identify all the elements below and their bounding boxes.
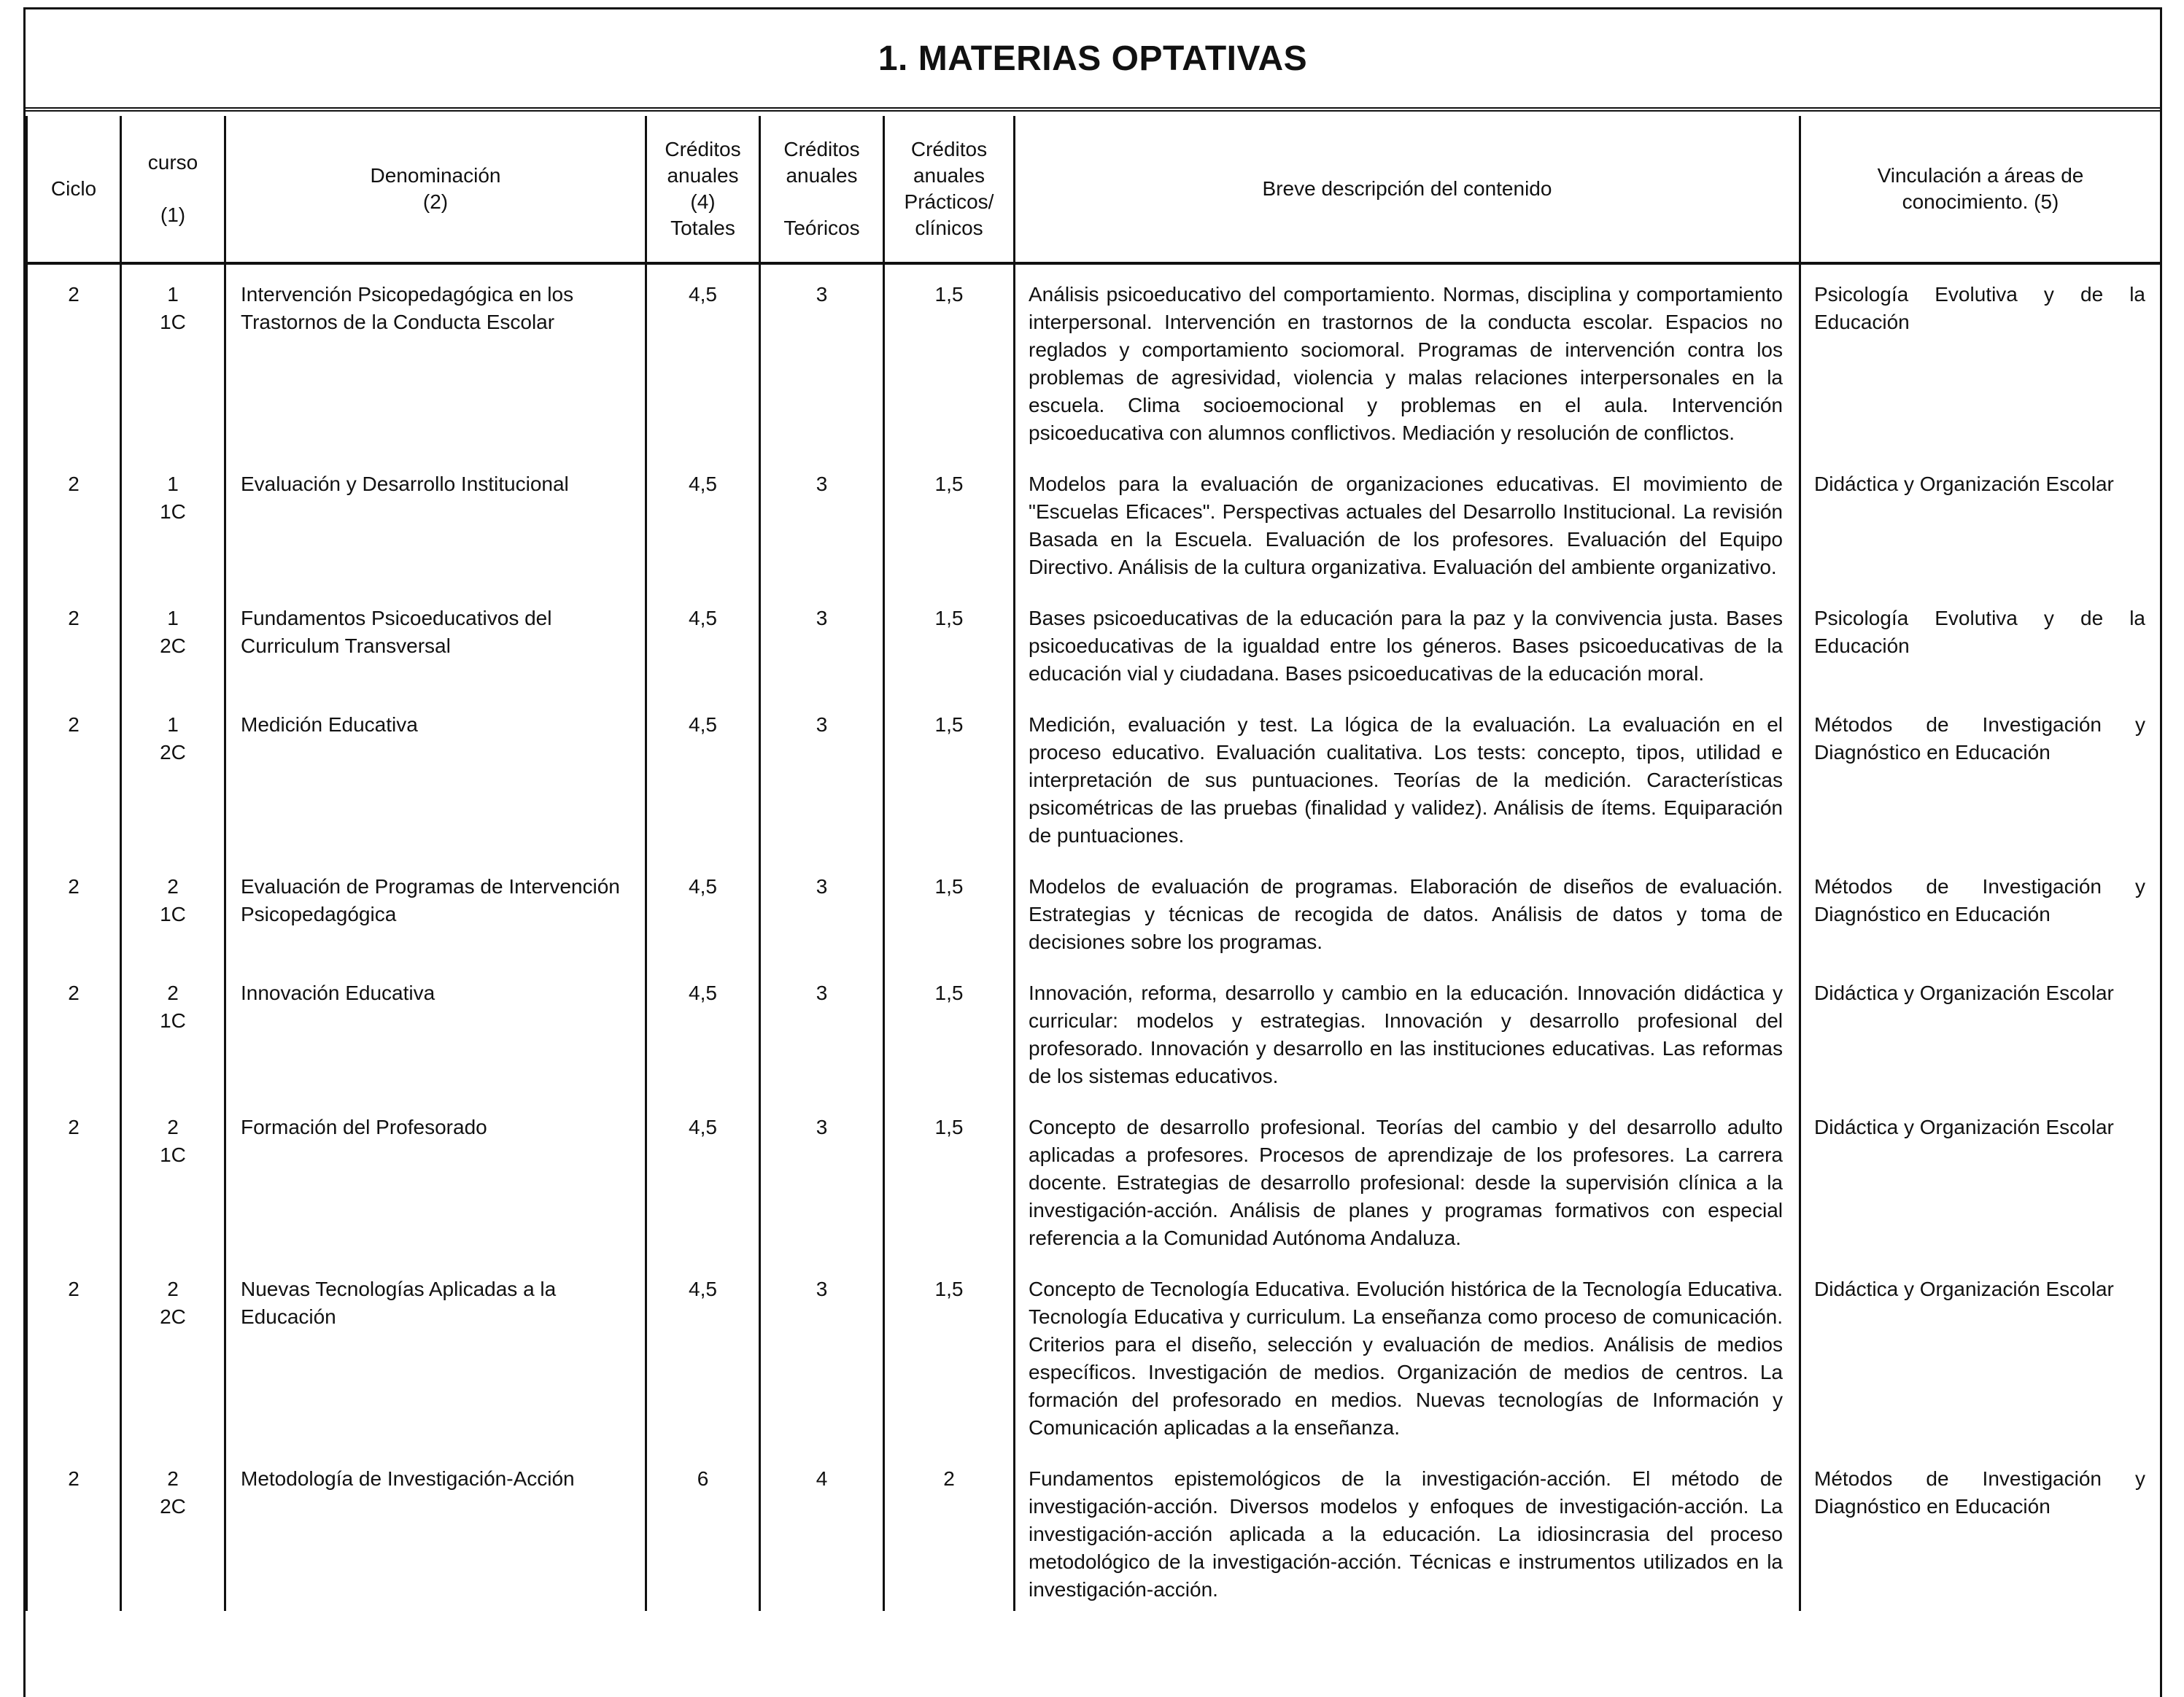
creditos-totales-cell: [646, 263, 760, 454]
curso-text: 1C: [160, 1009, 186, 1032]
creditos-totales-text: 6: [697, 1467, 709, 1490]
creditos-teoricos-cell: [760, 263, 884, 454]
ciclo-cell: [27, 454, 121, 589]
descripcion-text: Bases psicoeducativas de la educación para la paz y la convivencia justa. Bases psicoeducativas de la igualdad entre los géneros. Bases psicoeducativas de la educación vial y ciudadana. Bases psicoeducativas de la educación moral.: [1029, 607, 1783, 685]
header-denominacion: Denominación (2): [225, 116, 646, 263]
denominacion-text: Intervención Psicopedagógica en los Trastornos de la Conducta Escolar: [241, 283, 574, 333]
curso-text: 1C: [160, 311, 186, 333]
creditos-teoricos-text: 3: [816, 1116, 828, 1138]
ciclo-text: 2: [68, 1467, 80, 1490]
table-body: [27, 263, 2161, 1611]
descripcion-text: Concepto de desarrollo profesional. Teorías del cambio y del desarrollo adulto aplicadas a profesores. Procesos de aprendizaje de los profesores. La carrera docente. Estrategias de desarrollo profesional: desde la supervisión clínica a la investigación-acción. Análisis de planes y programas formativos con especial referencia a la Comunidad Autónoma Andaluza.: [1029, 1116, 1783, 1249]
creditos-totales-cell: [646, 589, 760, 695]
descripcion-cell: [1015, 1259, 1800, 1449]
creditos-teoricos-cell: [760, 1259, 884, 1449]
creditos-teoricos-cell: [760, 695, 884, 857]
area-conocimiento-cell: [1800, 963, 2161, 1098]
curso-text: 1: [167, 283, 179, 306]
creditos-practicos-text: 1,5: [934, 607, 964, 629]
denominacion-cell: [225, 695, 646, 857]
header-curso: curso (1): [121, 116, 225, 263]
creditos-practicos-cell: [884, 454, 1015, 589]
page-title: 1. MATERIAS OPTATIVAS: [878, 39, 1308, 78]
creditos-totales-text: 4,5: [689, 473, 717, 495]
curso-text: 2: [167, 982, 179, 1004]
creditos-teoricos-cell: [760, 1098, 884, 1259]
creditos-practicos-text: 1,5: [934, 1116, 964, 1138]
ciclo-cell: [27, 1259, 121, 1449]
creditos-teoricos-text: 3: [816, 713, 828, 736]
creditos-teoricos-text: 3: [816, 982, 828, 1004]
table-row: [27, 263, 2161, 454]
subjects-table: [26, 116, 2162, 1611]
curso-cell: [121, 454, 225, 589]
area-conocimiento-text: Métodos de Investigación y Diagnóstico en Educación: [1814, 875, 2145, 925]
area-conocimiento-text: Métodos de Investigación y Diagnóstico en Educación: [1814, 1467, 2145, 1518]
creditos-practicos-cell: [884, 589, 1015, 695]
header-creditos-totales: Créditos anuales (4) Totales: [646, 116, 760, 263]
header-descripcion: Breve descripción del contenido: [1015, 116, 1800, 263]
curso-text: 1: [167, 473, 179, 495]
area-conocimiento-text: Métodos de Investigación y Diagnóstico en Educación: [1814, 713, 2145, 764]
header-vinculacion: Vinculación a áreas de conocimiento. (5): [1800, 116, 2161, 263]
creditos-teoricos-cell: [760, 857, 884, 963]
curso-cell: [121, 857, 225, 963]
creditos-teoricos-text: 3: [816, 473, 828, 495]
curso-text: 2: [167, 1467, 179, 1490]
ciclo-text: 2: [68, 283, 80, 306]
table-row: [27, 454, 2161, 589]
creditos-totales-cell: [646, 963, 760, 1098]
header-ciclo: Ciclo: [27, 116, 121, 263]
descripcion-cell: [1015, 695, 1800, 857]
denominacion-cell: [225, 857, 646, 963]
denominacion-text: Medición Educativa: [241, 713, 418, 736]
ciclo-text: 2: [68, 473, 80, 495]
creditos-totales-text: 4,5: [689, 1278, 717, 1300]
area-conocimiento-cell: [1800, 1449, 2161, 1611]
denominacion-cell: [225, 963, 646, 1098]
creditos-teoricos-text: 3: [816, 607, 828, 629]
creditos-totales-text: 4,5: [689, 1116, 717, 1138]
creditos-practicos-cell: [884, 1449, 1015, 1611]
ciclo-text: 2: [68, 1278, 80, 1300]
creditos-practicos-text: 1,5: [934, 283, 964, 306]
curso-text: 1: [167, 713, 179, 736]
curso-cell: [121, 1098, 225, 1259]
descripcion-cell: [1015, 963, 1800, 1098]
creditos-practicos-cell: [884, 263, 1015, 454]
table-row: [27, 963, 2161, 1098]
descripcion-text: Análisis psicoeducativo del comportamiento. Normas, disciplina y comportamiento interpersonal. Intervención en trastornos de la conducta escolar. Espacios no reglados y comportamiento sociomoral. Programas de intervención contra los problemas de agresividad, violencia y malas relaciones interpersonales en la escuela. Clima socioemocional y problemas en el aula. Intervención psicoeducativa con alumnos conflictivos. Mediación y resolución de conflictos.: [1029, 283, 1783, 444]
area-conocimiento-cell: [1800, 454, 2161, 589]
creditos-practicos-cell: [884, 1259, 1015, 1449]
descripcion-cell: [1015, 589, 1800, 695]
curso-cell: [121, 589, 225, 695]
denominacion-text: Evaluación y Desarrollo Institucional: [241, 473, 569, 495]
denominacion-text: Nuevas Tecnologías Aplicadas a la Educación: [241, 1278, 557, 1328]
denominacion-text: Fundamentos Psicoeducativos del Curriculum Transversal: [241, 607, 552, 657]
curso-text: 1: [167, 607, 179, 629]
area-conocimiento-cell: [1800, 1259, 2161, 1449]
creditos-practicos-cell: [884, 695, 1015, 857]
creditos-totales-text: 4,5: [689, 607, 717, 629]
table-row: [27, 1449, 2161, 1611]
curso-cell: [121, 695, 225, 857]
descripcion-cell: [1015, 454, 1800, 589]
denominacion-cell: [225, 454, 646, 589]
descripcion-cell: [1015, 1449, 1800, 1611]
descripcion-text: Concepto de Tecnología Educativa. Evolución histórica de la Tecnología Educativa. Tecnología Educativa y curriculum. La enseñanza como proceso de comunicación. Criterios para el diseño, selección y evaluación de medios. Análisis de medios específicos. Investigación de medios. Organización de medios de centros. La formación del profesorado en medios. Nuevas tecnologías de Información y Comunicación aplicadas a la enseñanza.: [1029, 1278, 1783, 1439]
creditos-totales-cell: [646, 454, 760, 589]
denominacion-cell: [225, 263, 646, 454]
area-conocimiento-text: Didáctica y Organización Escolar: [1814, 473, 2114, 495]
creditos-practicos-cell: [884, 963, 1015, 1098]
creditos-teoricos-cell: [760, 963, 884, 1098]
creditos-totales-cell: [646, 1098, 760, 1259]
creditos-teoricos-text: 3: [816, 283, 828, 306]
table-row: [27, 857, 2161, 963]
curso-text: 2C: [160, 1495, 186, 1518]
creditos-practicos-text: 1,5: [934, 875, 964, 898]
header-creditos-teoricos: Créditos anuales Teóricos: [760, 116, 884, 263]
ciclo-cell: [27, 1098, 121, 1259]
creditos-teoricos-text: 3: [816, 1278, 828, 1300]
header-row: [27, 116, 2161, 263]
ciclo-text: 2: [68, 607, 80, 629]
curso-text: 1C: [160, 903, 186, 925]
denominacion-cell: [225, 1098, 646, 1259]
ciclo-text: 2: [68, 875, 80, 898]
denominacion-text: Innovación Educativa: [241, 982, 435, 1004]
ciclo-cell: [27, 857, 121, 963]
ciclo-cell: [27, 963, 121, 1098]
creditos-teoricos-cell: [760, 1449, 884, 1611]
denominacion-cell: [225, 1259, 646, 1449]
descripcion-cell: [1015, 1098, 1800, 1259]
ciclo-text: 2: [68, 982, 80, 1004]
curso-cell: [121, 1449, 225, 1611]
area-conocimiento-cell: [1800, 857, 2161, 963]
curso-text: 2: [167, 1278, 179, 1300]
curso-text: 2C: [160, 1305, 186, 1328]
creditos-teoricos-cell: [760, 454, 884, 589]
ciclo-cell: [27, 1449, 121, 1611]
curso-cell: [121, 1259, 225, 1449]
creditos-practicos-text: 2: [943, 1467, 955, 1490]
table-row: [27, 1098, 2161, 1259]
descripcion-text: Medición, evaluación y test. La lógica de la evaluación. La evaluación en el proceso educativo. Evaluación cualitativa. Los tests: concepto, tipos, utilidad e interpretación de sus puntuaciones. Teorías de la medición. Características psicométricas de las pruebas (finalidad y validez). Análisis de ítems. Equiparación de puntuaciones.: [1029, 713, 1783, 847]
ciclo-text: 2: [68, 713, 80, 736]
creditos-teoricos-text: 4: [816, 1467, 828, 1490]
creditos-practicos-text: 1,5: [934, 713, 964, 736]
denominacion-text: Formación del Profesorado: [241, 1116, 487, 1138]
denominacion-text: Evaluación de Programas de Intervención Psicopedagógica: [241, 875, 620, 925]
area-conocimiento-cell: [1800, 589, 2161, 695]
creditos-totales-text: 4,5: [689, 713, 717, 736]
creditos-totales-text: 4,5: [689, 875, 717, 898]
area-conocimiento-text: Didáctica y Organización Escolar: [1814, 982, 2114, 1004]
creditos-totales-cell: [646, 695, 760, 857]
creditos-totales-text: 4,5: [689, 982, 717, 1004]
creditos-teoricos-cell: [760, 589, 884, 695]
creditos-practicos-text: 1,5: [934, 473, 964, 495]
creditos-totales-text: 4,5: [689, 283, 717, 306]
area-conocimiento-text: Didáctica y Organización Escolar: [1814, 1116, 2114, 1138]
creditos-practicos-cell: [884, 857, 1015, 963]
curso-text: 2: [167, 1116, 179, 1138]
ciclo-cell: [27, 263, 121, 454]
table-row: [27, 589, 2161, 695]
area-conocimiento-cell: [1800, 695, 2161, 857]
creditos-totales-cell: [646, 857, 760, 963]
curso-text: 2C: [160, 634, 186, 657]
descripcion-text: Modelos de evaluación de programas. Elaboración de diseños de evaluación. Estrategias y técnicas de recogida de datos. Análisis de datos y toma de decisiones sobre los programas.: [1029, 875, 1783, 953]
denominacion-cell: [225, 1449, 646, 1611]
curso-text: 2: [167, 875, 179, 898]
descripcion-cell: [1015, 263, 1800, 454]
document-frame: [23, 7, 2162, 1697]
area-conocimiento-text: Psicología Evolutiva y de la Educación: [1814, 607, 2145, 657]
curso-text: 1C: [160, 500, 186, 523]
area-conocimiento-text: Didáctica y Organización Escolar: [1814, 1278, 2114, 1300]
creditos-totales-cell: [646, 1449, 760, 1611]
creditos-practicos-text: 1,5: [934, 982, 964, 1004]
curso-text: 2C: [160, 741, 186, 764]
title-box: [26, 9, 2160, 112]
area-conocimiento-cell: [1800, 1098, 2161, 1259]
table-row: [27, 1259, 2161, 1449]
header-creditos-practicos: Créditos anuales Prácticos/ clínicos: [884, 116, 1015, 263]
curso-text: 1C: [160, 1143, 186, 1166]
area-conocimiento-text: Psicología Evolutiva y de la Educación: [1814, 283, 2145, 333]
table-row: [27, 695, 2161, 857]
descripcion-text: Innovación, reforma, desarrollo y cambio en la educación. Innovación didáctica y curricular: modelos y estrategias. Innovación y desarrollo profesional del profesorado. Innovación y desarrollo en las instituciones educativas. Las reformas de los sistemas educativos.: [1029, 982, 1783, 1087]
descripcion-cell: [1015, 857, 1800, 963]
curso-cell: [121, 263, 225, 454]
creditos-practicos-cell: [884, 1098, 1015, 1259]
ciclo-cell: [27, 589, 121, 695]
area-conocimiento-cell: [1800, 263, 2161, 454]
denominacion-cell: [225, 589, 646, 695]
ciclo-text: 2: [68, 1116, 80, 1138]
descripcion-text: Modelos para la evaluación de organizaciones educativas. El movimiento de "Escuelas Eficaces". Perspectivas actuales del Desarrollo Institucional. La revisión Basada en la Escuela. Evaluación de los profesores. Evaluación del Equipo Directivo. Análisis de la cultura organizativa. Evaluación del ambiente organizativo.: [1029, 473, 1783, 578]
ciclo-cell: [27, 695, 121, 857]
denominacion-text: Metodología de Investigación-Acción: [241, 1467, 575, 1490]
creditos-practicos-text: 1,5: [934, 1278, 964, 1300]
creditos-teoricos-text: 3: [816, 875, 828, 898]
descripcion-text: Fundamentos epistemológicos de la investigación-acción. El método de investigación-acción. Diversos modelos y enfoques de investigación-acción. La investigación-acción aplicada a la educación. La idiosincrasia del proceso metodológico de la investigación-acción. Técnicas e instrumentos utilizados en la investigación-acción.: [1029, 1467, 1783, 1601]
creditos-totales-cell: [646, 1259, 760, 1449]
curso-cell: [121, 963, 225, 1098]
